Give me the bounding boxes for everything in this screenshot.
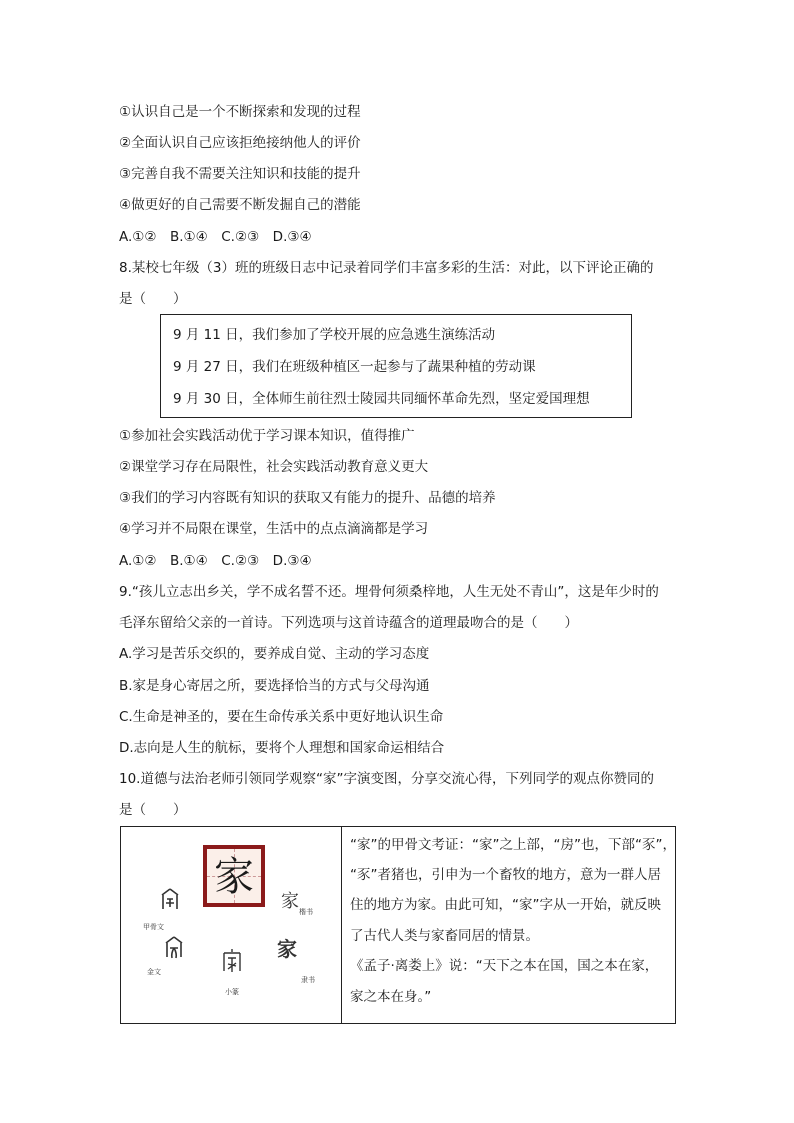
q8-option-1: ①参加社会实践活动优于学习课本知识，值得推广 xyxy=(119,428,415,444)
q7-option-3: ③完善自我不需要关注知识和技能的提升 xyxy=(119,166,361,182)
q10-stem-line1: 10.道德与法治老师引领同学观察“家”字演变图，分享交流心得，下列同学的观点你赞同的 xyxy=(119,771,654,787)
q7-answers: A.①② B.①④ C.②③ D.③④ xyxy=(119,229,312,245)
q7-option-2: ②全面认识自己应该拒绝接纳他人的评价 xyxy=(119,135,361,151)
q8-log-entry-1: 9 月 11 日，我们参加了学校开展的应急逃生演练活动 xyxy=(173,327,496,343)
jia-main-character: 家 xyxy=(214,854,254,900)
q10-stem-line2: 是（ ） xyxy=(119,802,187,818)
q10-material-table xyxy=(120,826,676,1024)
label-bronze: 金文 xyxy=(147,968,161,976)
q8-class-log-box xyxy=(160,314,632,418)
q10-text-line-6: 家之本在身。” xyxy=(350,989,432,1005)
q10-text-line-4: 了古代人类与家畜同居的情景。 xyxy=(350,928,539,944)
bronze-glyph-icon xyxy=(163,935,185,961)
q9-option-d: D.志向是人生的航标，要将个人理想和国家命运相结合 xyxy=(119,740,445,756)
q8-stem-line2: 是（ ） xyxy=(119,291,187,307)
label-regular: 楷书 xyxy=(299,908,313,916)
q9-option-b: B.家是身心寄居之所，要选择恰当的方式与父母沟通 xyxy=(119,678,430,694)
label-clerical: 隶书 xyxy=(301,976,315,984)
q8-option-2: ②课堂学习存在局限性，社会实践活动教育意义更大 xyxy=(119,459,429,475)
q10-text-line-5: 《孟子·离娄上》说：“天下之本在国，国之本在家， xyxy=(350,958,659,974)
q8-option-3: ③我们的学习内容既有知识的获取又有能力的提升、品德的培养 xyxy=(119,490,496,506)
label-seal: 小篆 xyxy=(225,988,239,996)
q8-log-entry-3: 9 月 30 日，全体师生前往烈士陵园共同缅怀革命先烈，坚定爱国理想 xyxy=(173,391,590,407)
q9-stem-line2: 毛泽东留给父亲的一首诗。下列选项与这首诗蕴含的道理最吻合的是（ ） xyxy=(119,615,578,631)
q10-text-line-2: “豕”者猪也，引申为一个畜牧的地方，意为一群人居 xyxy=(350,867,661,883)
oracle-bone-glyph-icon xyxy=(159,887,181,913)
label-oracle: 甲骨文 xyxy=(143,923,164,931)
q8-option-4: ④学习并不局限在课堂，生活中的点点滴滴都是学习 xyxy=(119,521,429,537)
seal-glyph-icon xyxy=(221,947,243,975)
q9-option-c: C.生命是神圣的，要在生命传承关系中更好地认识生命 xyxy=(119,709,444,725)
regular-script-glyph: 家 xyxy=(281,891,299,912)
q8-stem-line1: 8.某校七年级（3）班的班级日志中记录着同学们丰富多彩的生活：对此，以下评论正确的 xyxy=(119,260,654,276)
q7-option-1: ①认识自己是一个不断探索和发现的过程 xyxy=(119,104,361,120)
q10-text-line-1: “家”的甲骨文考证：“家”之上部，“房”也，下部“豕”， xyxy=(350,837,676,853)
clerical-script-glyph: 家 xyxy=(277,937,297,961)
q8-answers: A.①② B.①④ C.②③ D.③④ xyxy=(119,553,312,569)
table-divider xyxy=(341,827,342,1023)
q9-stem-line1: 9.“孩儿立志出乡关，学不成名誓不还。埋骨何须桑梓地，人生无处不青山”，这是年少时的 xyxy=(119,584,659,600)
q9-option-a: A.学习是苦乐交织的，要养成自觉、主动的学习态度 xyxy=(119,646,430,662)
q10-text-line-3: 住的地方为家。由此可知，“家”字从一开始，就反映 xyxy=(350,897,661,913)
jia-main-character-box xyxy=(203,845,265,907)
jia-character-evolution-figure xyxy=(121,827,341,1025)
q8-log-entry-2: 9 月 27 日，我们在班级种植区一起参与了蔬果种植的劳动课 xyxy=(173,359,536,375)
q7-option-4: ④做更好的自己需要不断发掘自己的潜能 xyxy=(119,197,361,213)
